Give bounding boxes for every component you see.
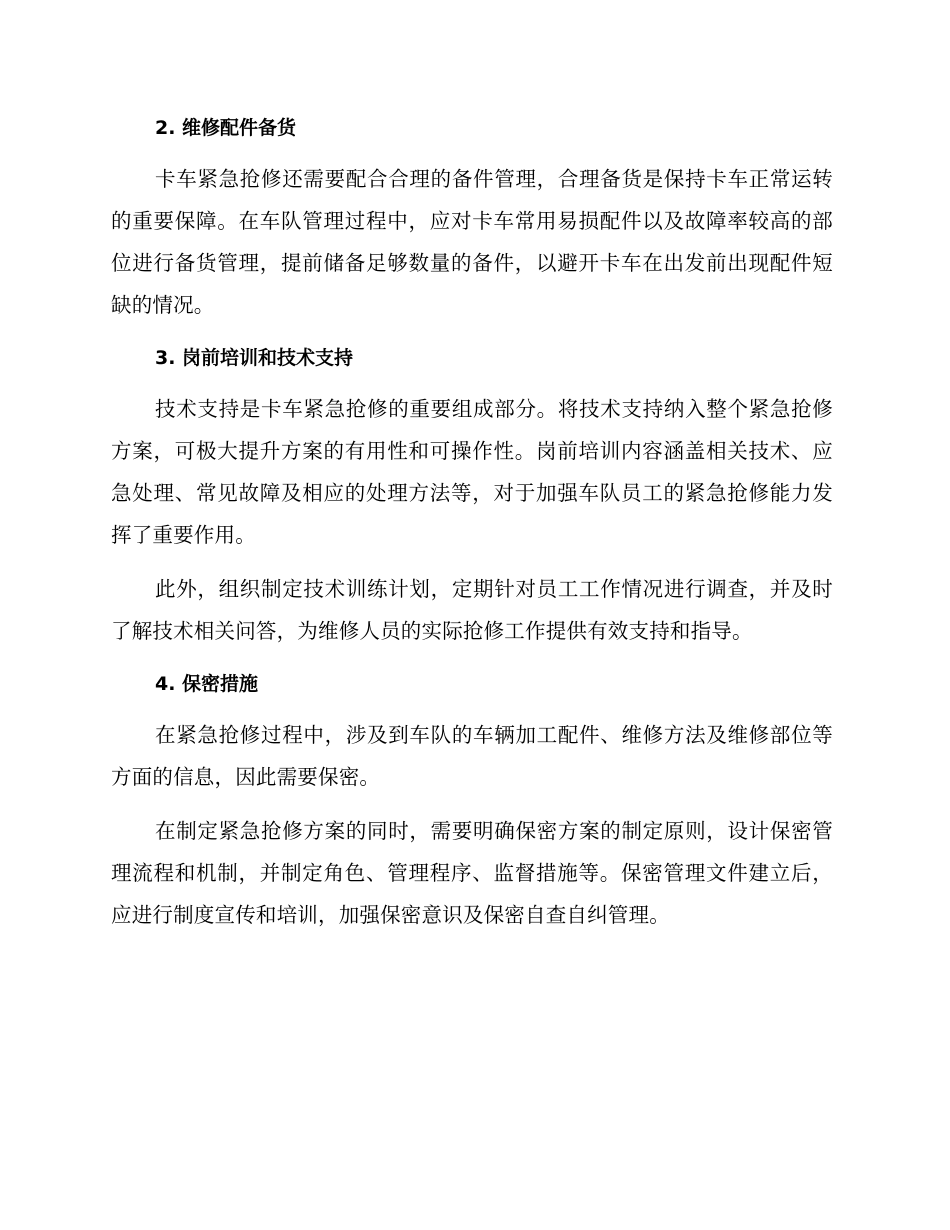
paragraph-spare-parts: 卡车紧急抢修还需要配合合理的备件管理，合理备货是保持卡车正常运转的重要保障。在车队管理过程中，应对卡车常用易损配件以及故障率较高的部位进行备货管理，提前储备足够数量的备件，以避开卡车在出发前出现配件短缺的情况。 [111, 167, 833, 317]
section-heading-spare-parts: 2. 维修配件备货 [155, 117, 297, 139]
document-body [111, 108, 833, 948]
paragraph-confidentiality-scope: 在紧急抢修过程中，涉及到车队的车辆加工配件、维修方法及维修部位等方面的信息，因此需要保密。 [111, 723, 833, 789]
paragraph-training-plan: 此外，组织制定技术训练计划，定期针对员工工作情况进行调查，并及时了解技术相关问答，为维修人员的实际抢修工作提供有效支持和指导。 [111, 577, 833, 643]
section-heading-training-support: 3. 岗前培训和技术支持 [155, 347, 354, 369]
paragraph-technical-support: 技术支持是卡车紧急抢修的重要组成部分。将技术支持纳入整个紧急抢修方案，可极大提升方案的有用性和可操作性。岗前培训内容涵盖相关技术、应急处理、常见故障及相应的处理方法等，对于加强车队员工的紧急抢修能力发挥了重要作用。 [111, 397, 833, 547]
section-heading-confidentiality: 4. 保密措施 [155, 673, 259, 695]
paragraph-confidentiality-management: 在制定紧急抢修方案的同时，需要明确保密方案的制定原则，设计保密管理流程和机制，并制定角色、管理程序、监督措施等。保密管理文件建立后，应进行制度宣传和培训，加强保密意识及保密自查自纠管理。 [111, 819, 833, 927]
